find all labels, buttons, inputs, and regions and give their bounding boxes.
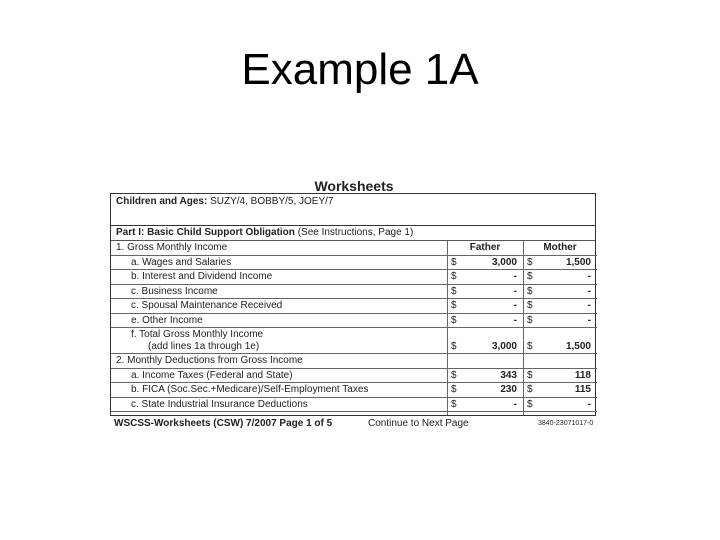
row-label: f. Total Gross Monthly Income [131,329,264,340]
mother-currency: $ [527,384,533,396]
row-sublabel: (add lines 1a through 1e) [148,341,260,352]
table-row [111,314,597,329]
mother-currency: $ [527,300,533,311]
table-row [111,299,597,314]
mother-value: 118 [574,369,591,381]
row-label: a. Income Taxes (Federal and State) [131,369,293,381]
row-label: a. Wages and Salaries [131,256,232,268]
father-value: - [513,300,517,311]
row-label: b. FICA (Soc.Sec.+Medicare)/Self-Employment Taxes [131,384,369,396]
footer-form-id: WSCSS-Worksheets (CSW) 7/2007 Page 1 of 5 [114,418,333,429]
table-row [111,241,597,256]
table-row [111,354,597,369]
children-value: SUZY/4, BOBBY/5, JOEY/7 [210,196,334,207]
father-value: - [513,314,517,326]
father-value: 343 [500,369,517,381]
mother-value: - [587,285,591,297]
worksheet-heading: Worksheets [314,178,394,194]
row-label: c. State Industrial Insurance Deductions [131,398,308,410]
father-currency: $ [451,341,457,352]
mother-value: - [587,300,591,311]
row-label: e. Other Income [131,314,203,326]
part-label: Part I: [116,227,145,238]
father-currency: $ [451,285,457,297]
children-label: Children and Ages: [116,196,208,207]
row-label: c. Spousal Maintenance Received [131,300,283,311]
mother-currency: $ [527,314,533,326]
slide-title: Example 1A [241,45,479,94]
part-title: Basic Child Support Obligation [147,227,295,238]
mother-currency: $ [527,256,533,268]
father-currency: $ [451,256,457,268]
mother-value: - [587,398,591,410]
mother-currency: $ [527,369,533,381]
column-header-father: Father [469,242,501,253]
table-row [111,270,597,285]
row-label: b. Interest and Dividend Income [131,271,273,282]
table-row [111,369,597,384]
father-currency: $ [451,300,457,311]
father-value: - [513,398,517,410]
children-row [111,194,595,226]
part-row [111,226,595,241]
table-row [111,328,597,354]
table-row [111,398,597,413]
footer-code: 3840-23071017-0 [538,420,594,427]
father-currency: $ [451,271,457,282]
table-row [111,383,597,398]
father-value: - [513,271,517,282]
part-note: (See Instructions, Page 1) [297,227,414,238]
mother-value: - [587,271,591,282]
father-currency: $ [451,369,457,381]
table-row [111,285,597,300]
father-currency: $ [451,384,457,396]
mother-currency: $ [527,398,533,410]
father-currency: $ [451,398,457,410]
mother-value: 1,500 [565,256,591,268]
table-row [111,256,597,271]
mother-value: 1,500 [565,341,591,352]
column-header-mother: Mother [543,242,577,253]
row-label: c. Business Income [131,285,218,297]
row-label: 1. Gross Monthly Income [116,242,228,253]
father-value: - [513,285,517,297]
mother-value: 115 [574,384,591,396]
worksheet-footer [110,418,598,432]
row-label: 2. Monthly Deductions from Gross Income [116,355,303,367]
mother-value: - [587,314,591,326]
father-currency: $ [451,314,457,326]
father-value: 3,000 [491,256,517,268]
mother-currency: $ [527,285,533,297]
worksheet-table [110,193,596,416]
father-value: 3,000 [491,341,517,352]
mother-currency: $ [527,341,533,352]
footer-continue: Continue to Next Page [368,418,469,429]
mother-currency: $ [527,271,533,282]
father-value: 230 [500,384,517,396]
